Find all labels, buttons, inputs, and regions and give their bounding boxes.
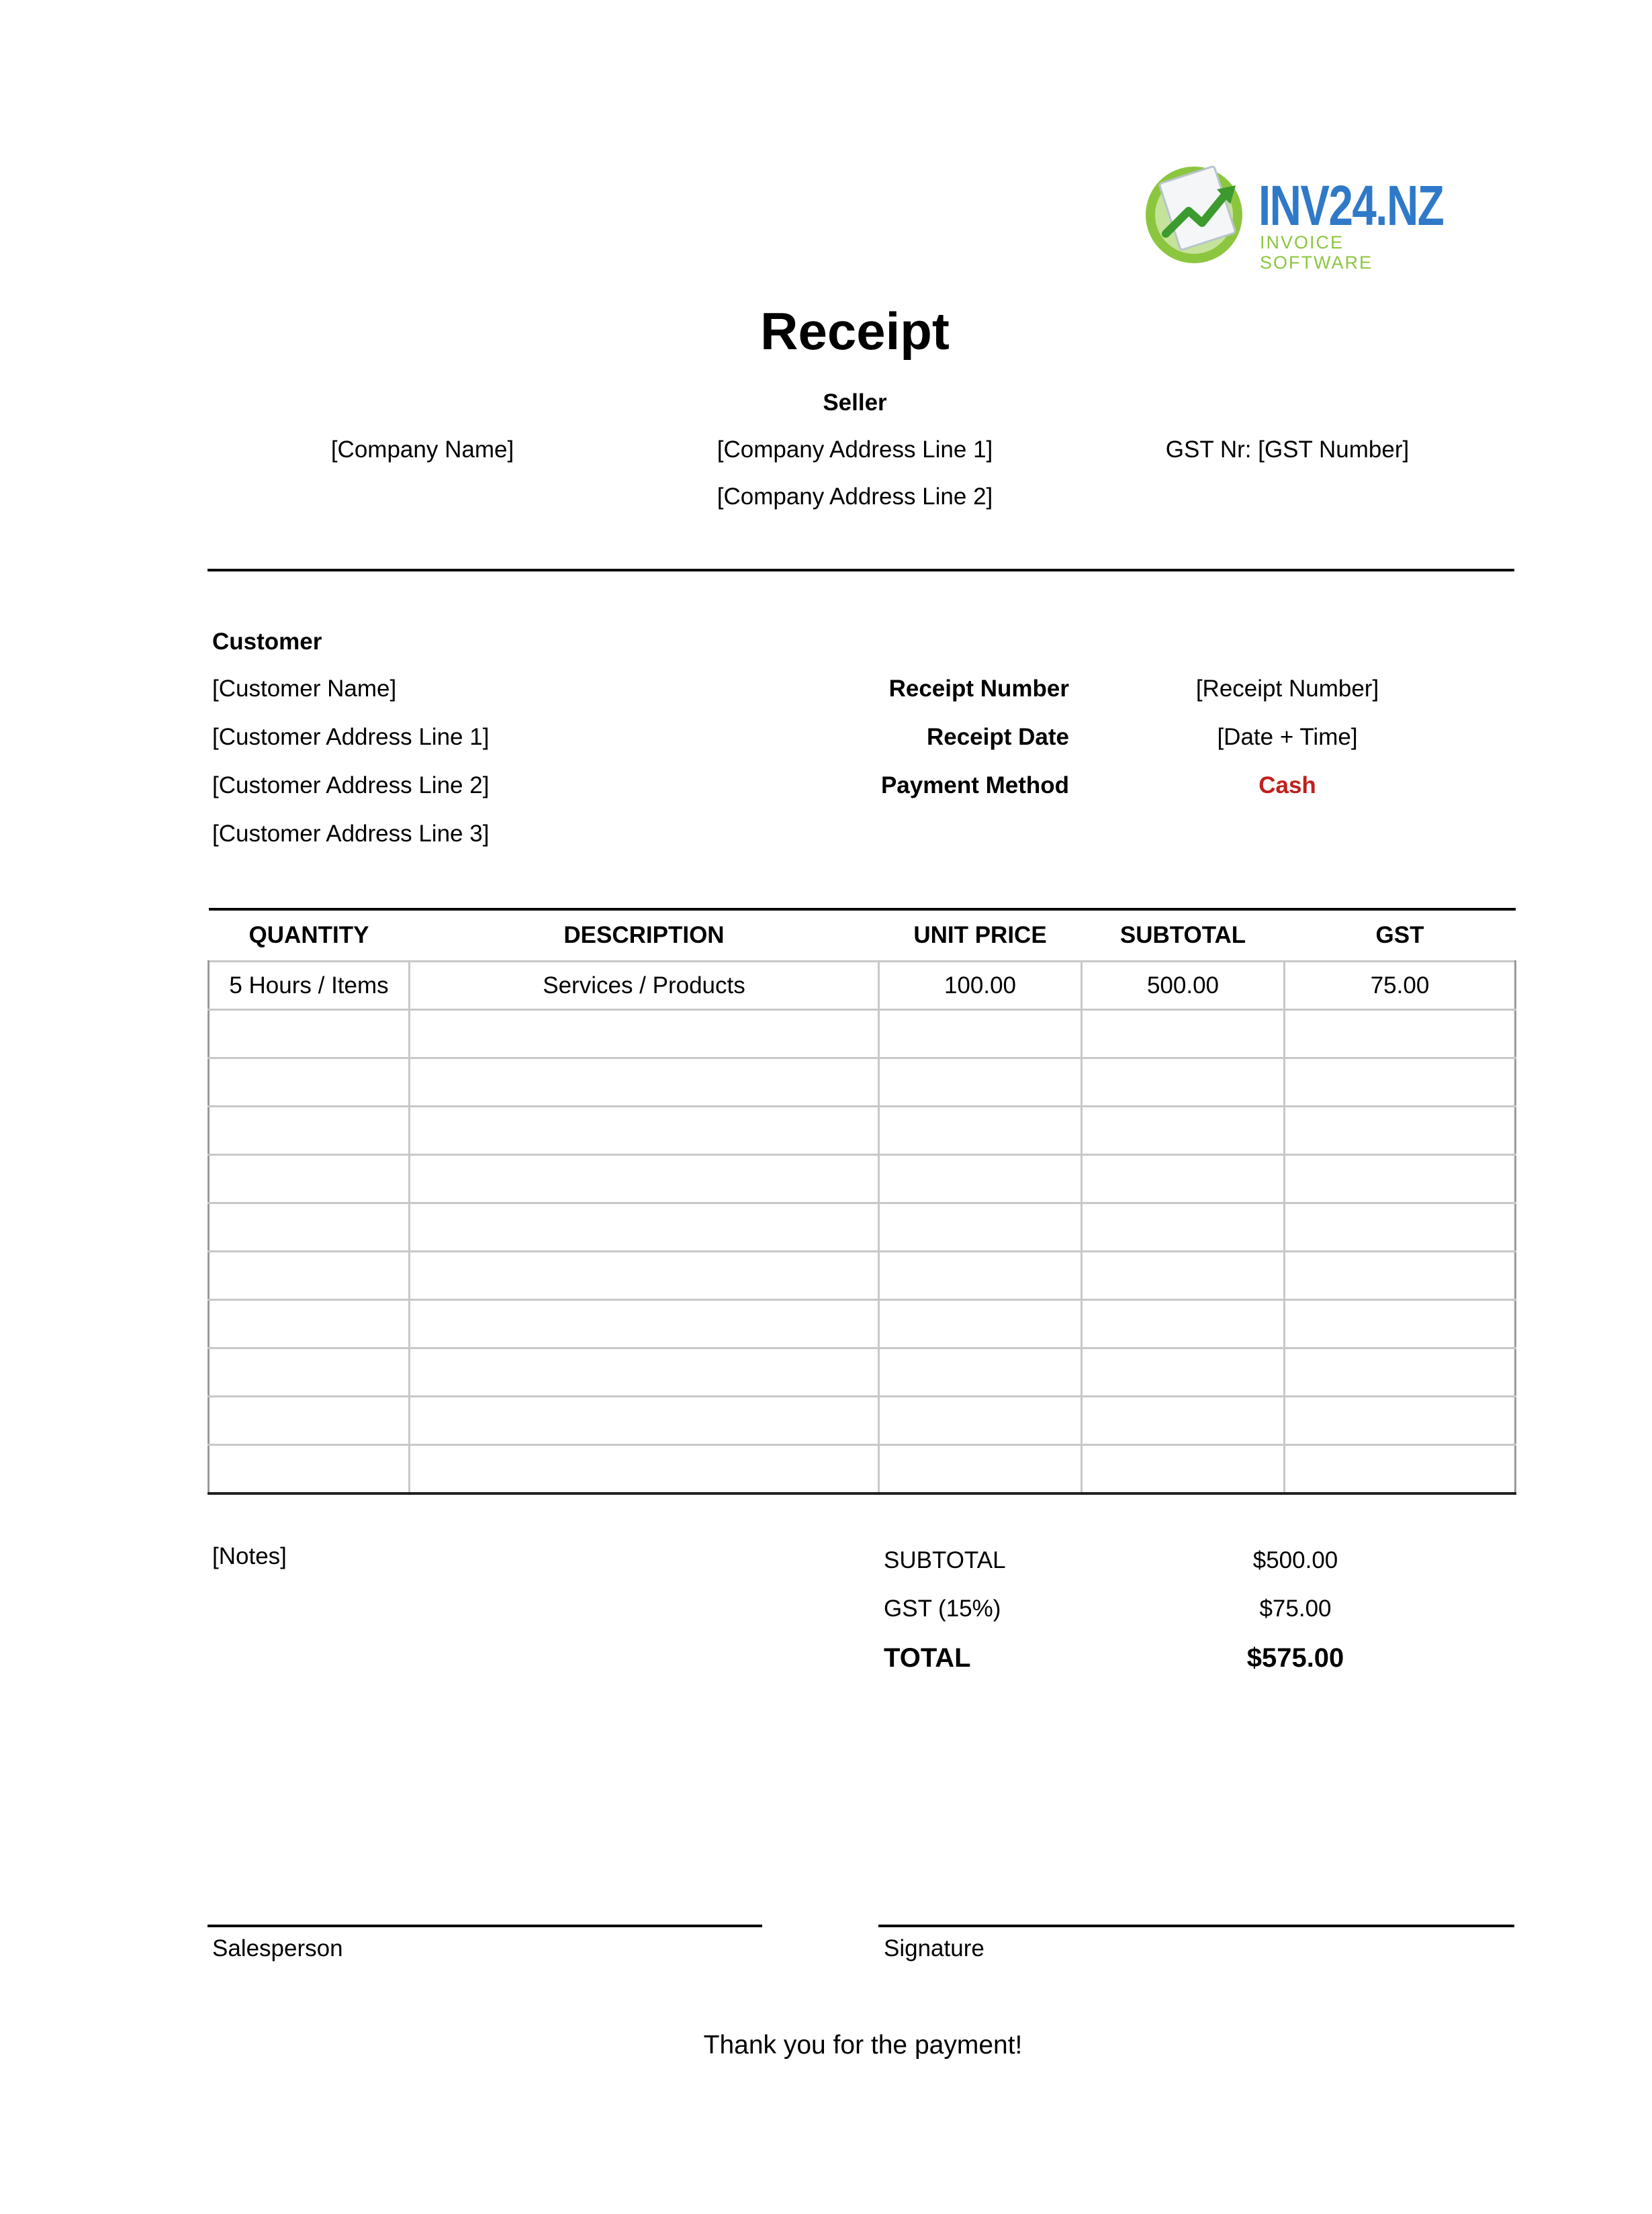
cell-quantity xyxy=(209,1445,410,1494)
table-row xyxy=(209,1445,1516,1494)
subtotal-label: SUBTOTAL xyxy=(884,1547,1006,1573)
logo-wordmark: INV24.NZ xyxy=(1258,174,1444,237)
customer-address-line-3: [Customer Address Line 3] xyxy=(212,821,490,847)
divider xyxy=(208,569,1514,571)
receipt-growth-icon xyxy=(1142,158,1256,266)
payment-method-value: Cash xyxy=(1258,772,1316,798)
table-header-row xyxy=(209,909,1516,962)
gst-value: $75.00 xyxy=(1259,1596,1332,1622)
seller-heading: Seller xyxy=(823,389,887,416)
cell-subtotal xyxy=(1082,1058,1285,1107)
cell-unit-price: 100.00 xyxy=(879,962,1082,1010)
customer-name: [Customer Name] xyxy=(212,676,397,702)
seller-address-line-2: [Company Address Line 2] xyxy=(717,483,993,510)
cell-subtotal: 500.00 xyxy=(1082,962,1285,1010)
cell-quantity xyxy=(209,1155,410,1203)
cell-description xyxy=(410,1397,879,1445)
cell-description xyxy=(410,1010,879,1058)
cell-quantity xyxy=(209,1058,410,1107)
table-row xyxy=(209,1155,1516,1203)
cell-gst xyxy=(1285,1010,1516,1058)
cell-quantity xyxy=(209,1010,410,1058)
cell-unit-price xyxy=(879,1397,1082,1445)
cell-quantity: 5 Hours / Items xyxy=(209,962,410,1010)
logo-tagline: INVOICE SOFTWARE xyxy=(1260,232,1373,273)
notes: [Notes] xyxy=(212,1543,287,1569)
cell-subtotal xyxy=(1082,1107,1285,1155)
cell-quantity xyxy=(209,1252,410,1300)
cell-subtotal xyxy=(1082,1203,1285,1252)
cell-description xyxy=(410,1058,879,1107)
table-row xyxy=(209,1300,1516,1348)
cell-unit-price xyxy=(879,1348,1082,1397)
cell-subtotal xyxy=(1082,1445,1285,1494)
cell-subtotal xyxy=(1082,1155,1285,1203)
receipt-date-label: Receipt Date xyxy=(926,724,1069,750)
customer-address-line-2: [Customer Address Line 2] xyxy=(212,772,490,798)
items-table xyxy=(208,908,1516,1495)
seller-gst-number: GST Nr: [GST Number] xyxy=(1165,436,1410,463)
signature-label: Signature xyxy=(884,1935,984,1962)
cell-unit-price xyxy=(879,1203,1082,1252)
column-header-quantity: QUANTITY xyxy=(248,922,369,948)
cell-unit-price xyxy=(879,1252,1082,1300)
table-row xyxy=(209,1397,1516,1445)
salesperson-line xyxy=(208,1925,762,1927)
cell-gst xyxy=(1285,1203,1516,1252)
cell-quantity xyxy=(209,1203,410,1252)
cell-gst xyxy=(1285,1445,1516,1494)
customer-heading: Customer xyxy=(212,629,322,655)
column-header-subtotal: SUBTOTAL xyxy=(1119,922,1246,948)
cell-gst xyxy=(1285,1300,1516,1348)
cell-gst xyxy=(1285,1348,1516,1397)
cell-subtotal xyxy=(1082,1300,1285,1348)
salesperson-label: Salesperson xyxy=(212,1935,343,1962)
cell-description xyxy=(410,1348,879,1397)
thank-you-message: Thank you for the payment! xyxy=(703,2031,1023,2060)
cell-subtotal xyxy=(1082,1252,1285,1300)
table-row xyxy=(209,1203,1516,1252)
company-logo xyxy=(1142,158,1451,273)
cell-description xyxy=(410,1252,879,1300)
total-label: TOTAL xyxy=(884,1643,971,1673)
cell-subtotal xyxy=(1082,1348,1285,1397)
cell-unit-price xyxy=(879,1300,1082,1348)
cell-unit-price xyxy=(879,1058,1082,1107)
column-header-description: DESCRIPTION xyxy=(563,922,725,948)
page-title: Receipt xyxy=(760,302,950,361)
cell-description xyxy=(410,1203,879,1252)
column-header-unit-price: UNIT PRICE xyxy=(913,922,1047,948)
cell-quantity xyxy=(209,1300,410,1348)
cell-quantity xyxy=(209,1397,410,1445)
cell-gst xyxy=(1285,1155,1516,1203)
receipt-number-label: Receipt Number xyxy=(888,676,1069,702)
table-row xyxy=(209,1252,1516,1300)
cell-gst xyxy=(1285,1058,1516,1107)
cell-unit-price xyxy=(879,1010,1082,1058)
table-row xyxy=(209,962,1516,1010)
signature-line xyxy=(878,1925,1514,1927)
payment-method-label: Payment Method xyxy=(880,772,1069,798)
table-row xyxy=(209,1107,1516,1155)
column-header-gst: GST xyxy=(1375,922,1424,948)
receipt-date-value: [Date + Time] xyxy=(1217,724,1358,750)
cell-unit-price xyxy=(879,1445,1082,1494)
table-row xyxy=(209,1348,1516,1397)
seller-company-name: [Company Name] xyxy=(330,436,514,463)
cell-description xyxy=(410,1107,879,1155)
receipt-number-value: [Receipt Number] xyxy=(1195,676,1379,702)
cell-description xyxy=(410,1155,879,1203)
cell-subtotal xyxy=(1082,1397,1285,1445)
cell-description xyxy=(410,1445,879,1494)
cell-unit-price xyxy=(879,1155,1082,1203)
cell-gst: 75.00 xyxy=(1285,962,1516,1010)
cell-description xyxy=(410,1300,879,1348)
cell-unit-price xyxy=(879,1107,1082,1155)
cell-quantity xyxy=(209,1107,410,1155)
table-row xyxy=(209,1010,1516,1058)
cell-gst xyxy=(1285,1252,1516,1300)
table-row xyxy=(209,1058,1516,1107)
cell-description: Services / Products xyxy=(410,962,879,1010)
total-value: $575.00 xyxy=(1246,1643,1344,1673)
gst-label: GST (15%) xyxy=(884,1596,1001,1622)
cell-subtotal xyxy=(1082,1010,1285,1058)
subtotal-value: $500.00 xyxy=(1252,1547,1338,1573)
seller-address-line-1: [Company Address Line 1] xyxy=(717,436,993,463)
cell-gst xyxy=(1285,1397,1516,1445)
cell-gst xyxy=(1285,1107,1516,1155)
cell-quantity xyxy=(209,1348,410,1397)
customer-address-line-1: [Customer Address Line 1] xyxy=(212,724,490,750)
